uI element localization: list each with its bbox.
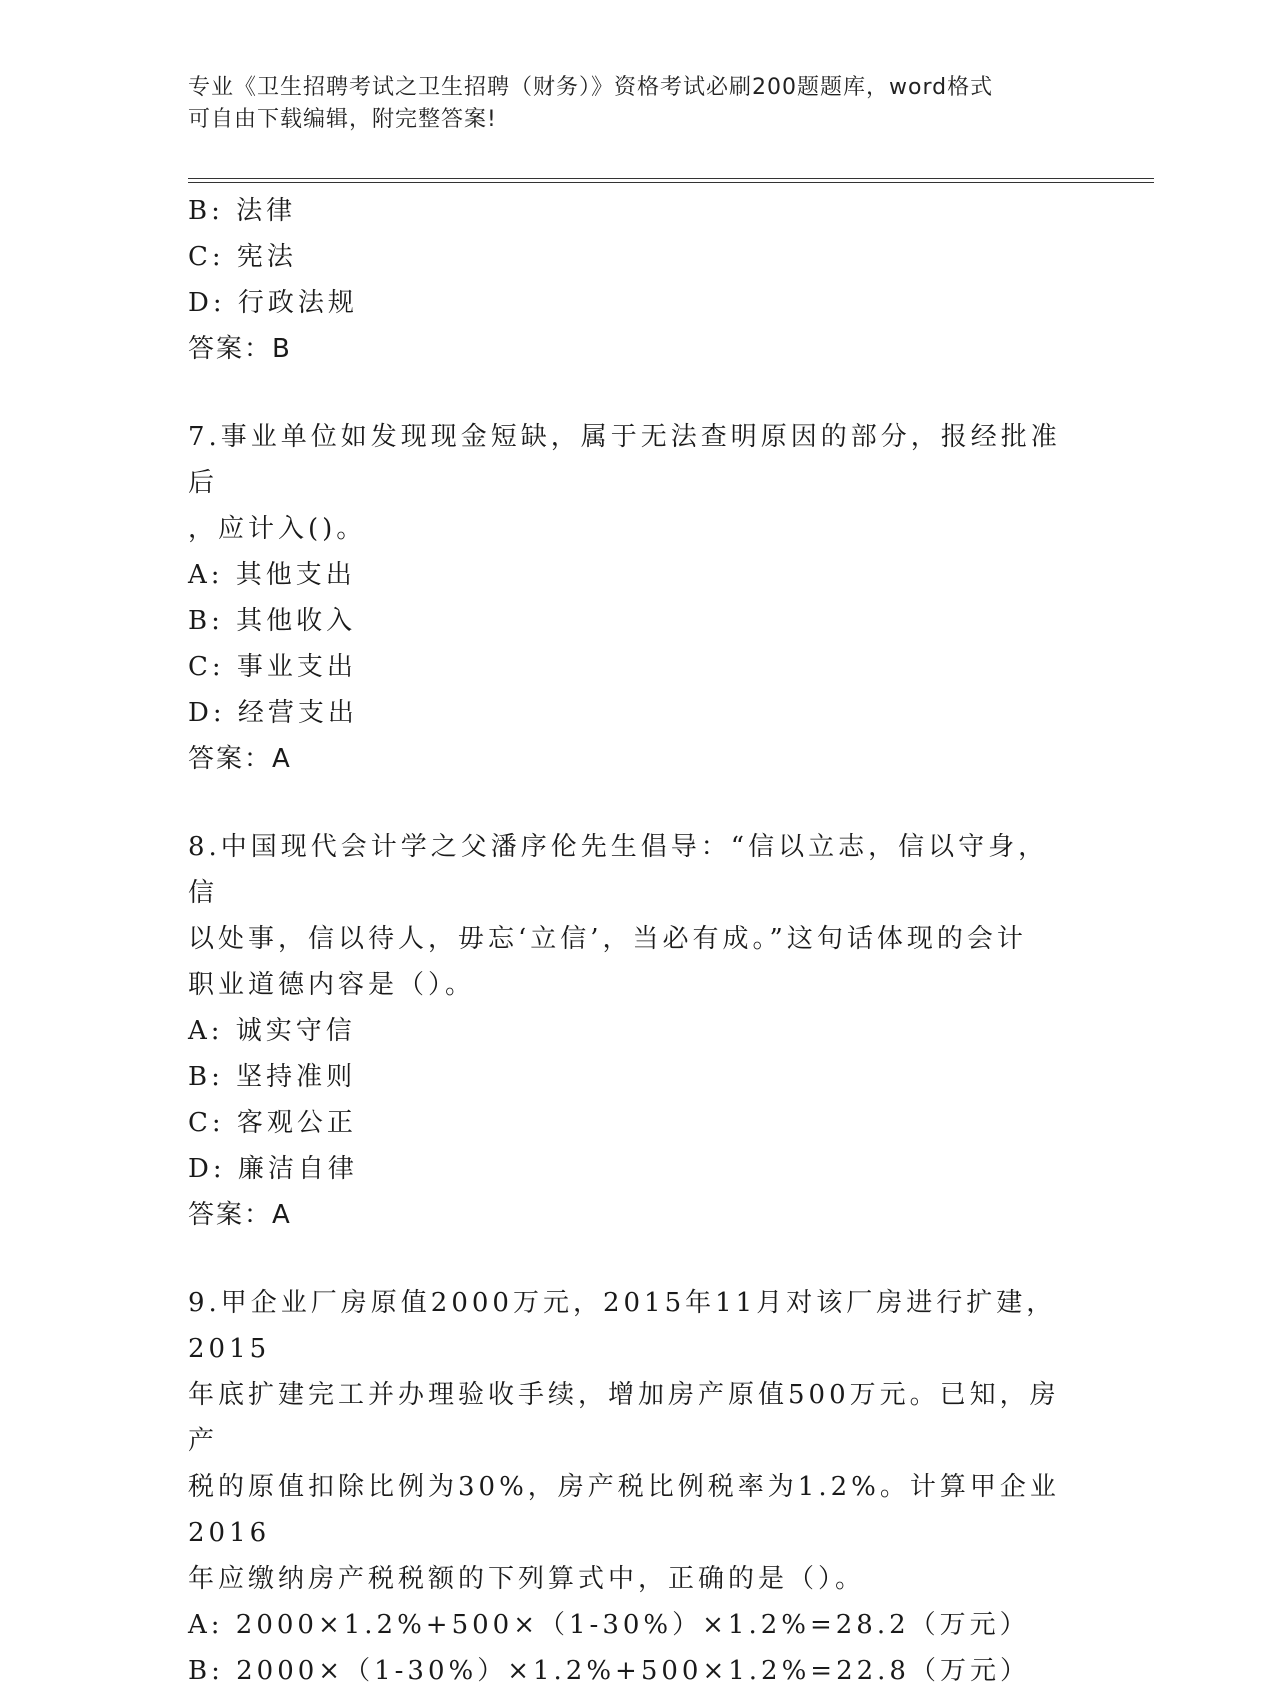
question-stem-line: 7.事业单位如发现现金短缺，属于无法查明原因的部分，报经批准后 <box>188 422 1061 498</box>
question-stem-line: ，应计入()。 <box>188 514 367 544</box>
question-spacer <box>188 372 1068 414</box>
option-a: A: 2000×1.2%+500×（1-30%）×1.2%=28.2（万元） <box>188 1610 1030 1640</box>
question-spacer <box>188 1238 1068 1280</box>
question-stem-line: 年应缴纳房产税税额的下列算式中，正确的是（）。 <box>188 1564 866 1594</box>
question-7 <box>188 414 1068 782</box>
document-header <box>188 72 1068 136</box>
answer-line: 答案：B <box>188 334 292 364</box>
option-b: B: 坚持准则 <box>188 1062 357 1092</box>
question-8 <box>188 824 1068 1238</box>
question-9 <box>188 1280 1068 1694</box>
option-a: A: 诚实守信 <box>188 1016 356 1046</box>
question-content <box>188 188 1068 1694</box>
option-d: D: 行政法规 <box>188 288 358 318</box>
header-divider <box>188 178 1154 183</box>
option-b: B: 2000×（1-30%）×1.2%+500×1.2%=22.8（万元） <box>188 1656 1030 1686</box>
answer-line: 答案：A <box>188 744 292 774</box>
question-stem-line: 8.中国现代会计学之父潘序伦先生倡导：“信以立志，信以守身，信 <box>188 832 1049 908</box>
option-b: B: 法律 <box>188 196 297 226</box>
question-spacer <box>188 782 1068 824</box>
option-d: D: 经营支出 <box>188 698 358 728</box>
question-stem-line: 年底扩建完工并办理验收手续，增加房产原值500万元。已知，房产 <box>188 1380 1060 1456</box>
question-stem-line: 税的原值扣除比例为30%，房产税比例税率为1.2%。计算甲企业2016 <box>188 1472 1060 1548</box>
option-c: C: 事业支出 <box>188 652 357 682</box>
option-b: B: 其他收入 <box>188 606 357 636</box>
option-a: A: 其他支出 <box>188 560 356 590</box>
answer-line: 答案：A <box>188 1200 292 1230</box>
option-c: C: 宪法 <box>188 242 297 272</box>
header-title-line-2: 可自由下载编辑，附完整答案! <box>188 107 497 132</box>
header-title-line-1: 专业《卫生招聘考试之卫生招聘（财务）》资格考试必刷200题题库，word格式 <box>188 75 994 100</box>
option-c: C: 客观公正 <box>188 1108 357 1138</box>
question-stem-line: 9.甲企业厂房原值2000万元，2015年11月对该厂房进行扩建，2015 <box>188 1288 1057 1364</box>
question-stem-line: 以处事，信以待人，毋忘‘立信’，当必有成。”这句话体现的会计 <box>188 924 1027 954</box>
question-stem-line: 职业道德内容是（）。 <box>188 970 476 1000</box>
option-d: D: 廉洁自律 <box>188 1154 358 1184</box>
question-6-tail <box>188 188 1068 372</box>
